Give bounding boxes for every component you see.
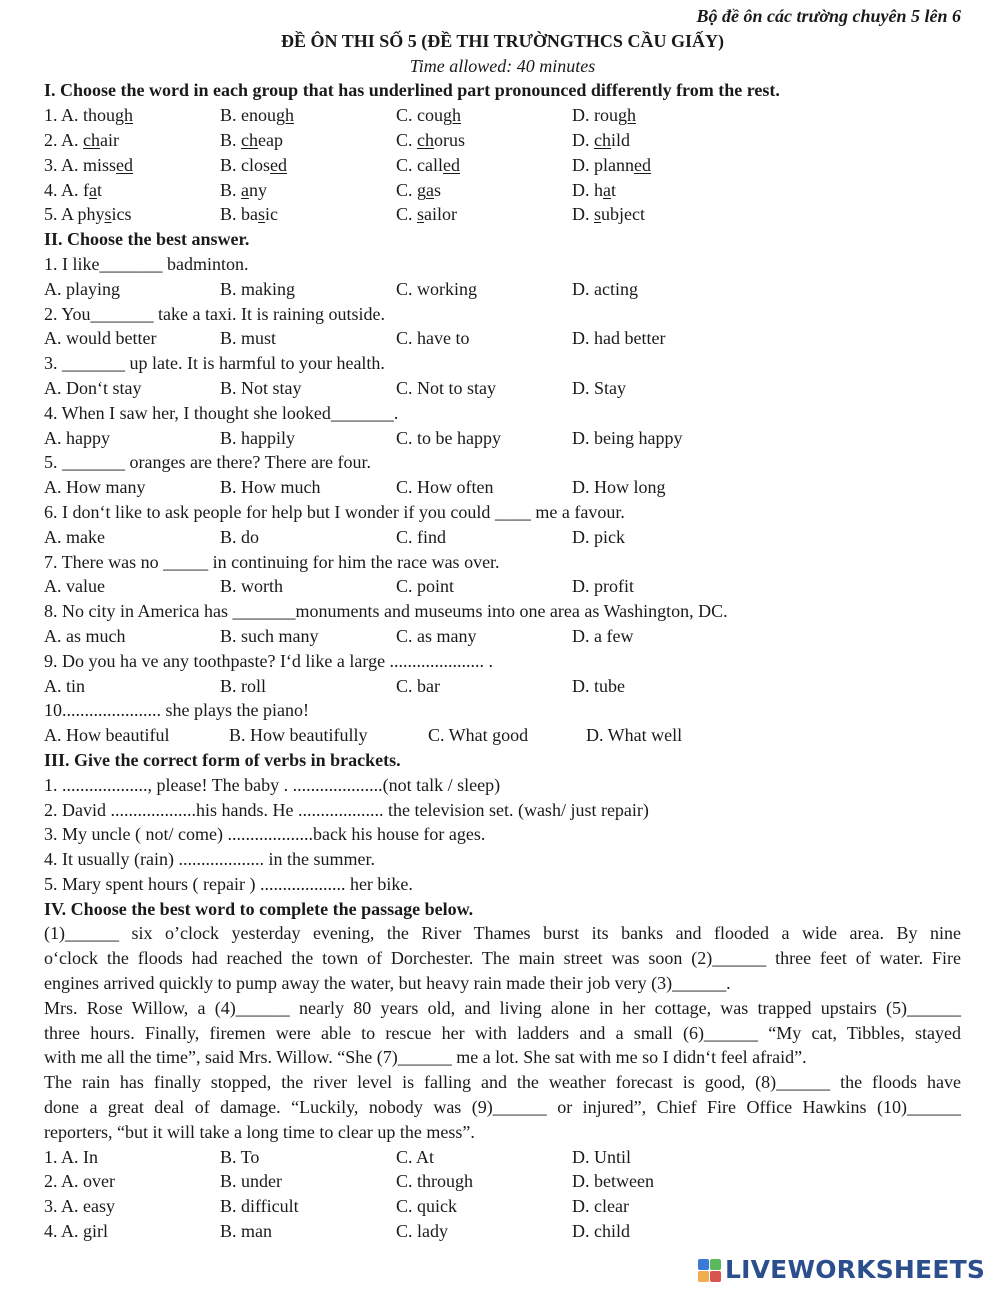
option-text: 4. A. f [44, 179, 89, 200]
answer-option[interactable]: A. How beautiful [44, 725, 170, 746]
answer-option[interactable]: A. playing [44, 278, 120, 299]
option-text: B. enou [220, 105, 276, 126]
option-text: orus [434, 129, 466, 150]
underlined-part: gh [115, 105, 134, 126]
answer-option[interactable]: B. making [220, 278, 295, 299]
answer-row-7 [44, 574, 961, 599]
underlined-part: ed [634, 154, 651, 175]
option-text: C. call [396, 154, 443, 175]
answer-option[interactable]: D. had better [572, 328, 666, 349]
answer-option[interactable]: D. child [572, 1221, 630, 1242]
answer-option[interactable]: D. between [572, 1171, 654, 1192]
option-text: ic [265, 204, 279, 225]
option [220, 178, 267, 203]
answer-row-9 [44, 674, 961, 699]
option-text: B. [220, 129, 242, 150]
pronunciation-row [44, 153, 961, 178]
logo-square-red [710, 1271, 721, 1282]
answer-row-6 [44, 525, 961, 550]
option [572, 103, 636, 128]
answer-option[interactable]: 3. A. easy [44, 1196, 115, 1217]
option-text: B. ba [220, 204, 258, 225]
underlined-part: ed [116, 154, 134, 175]
option [396, 153, 460, 178]
underlined-part: ch [83, 129, 101, 150]
option-text: 3. A. miss [44, 154, 117, 175]
answer-option[interactable]: 4. A. girl [44, 1221, 109, 1242]
option-text: C. [396, 204, 418, 225]
underlined-part: a [603, 179, 611, 200]
option-text: t [611, 179, 617, 200]
section-2-heading: II. Choose the best answer. [44, 229, 250, 250]
answer-option[interactable]: C. Not to stay [396, 377, 497, 398]
answer-option[interactable]: D. clear [572, 1196, 629, 1217]
answer-option[interactable]: D. How long [572, 477, 666, 498]
verb-question: 3. My uncle ( not/ come) ...................back his house for ages. [44, 824, 486, 845]
answer-option[interactable]: C. point [396, 576, 455, 597]
answer-option[interactable]: C. have to [396, 328, 470, 349]
underlined-part: gh [276, 105, 294, 126]
answer-option[interactable]: C. quick [396, 1196, 457, 1217]
answer-option[interactable]: B. How beautifully [229, 725, 368, 746]
answer-option[interactable]: D. pick [572, 526, 625, 547]
underlined-part: ch [417, 129, 435, 150]
option [572, 202, 645, 227]
section-4-heading: IV. Choose the best word to complete the passage below. [44, 898, 474, 919]
section-2-questions [44, 252, 961, 748]
passage-line: (1)______ six o’clock yesterday evening, the River Thames burst its banks and flooded a wide area. By nine [44, 923, 961, 944]
answer-row-1 [44, 277, 961, 302]
option-text: ics [111, 204, 132, 225]
answer-option[interactable]: A. Don‘t stay [44, 377, 142, 398]
question-10: 10...................... she plays the piano! [44, 700, 309, 721]
option-text: ailor [424, 204, 458, 225]
underlined-part: ch [594, 129, 611, 150]
answer-option[interactable]: B. roll [220, 675, 267, 696]
underlined-part: s [417, 204, 425, 225]
option [396, 178, 441, 203]
question-9: 9. Do you ha ve any toothpaste? I‘d like a large ..................... . [44, 650, 494, 671]
option-text: 5. A phy [44, 204, 105, 225]
option-text: C. [396, 129, 418, 150]
option [44, 202, 132, 227]
exam-title: ĐỀ ÔN THI SỐ 5 (ĐỀ THI TRƯỜNGTHCS CẦU GIẤY) [281, 30, 724, 51]
verb-question: 5. Mary spent hours ( repair ) ................... her bike. [44, 873, 413, 894]
section-3-lines [44, 773, 961, 897]
question-3: 3. _______ up late. It is harmful to your health. [44, 353, 385, 374]
option-text: C. cou [396, 105, 443, 126]
option-text: D. [572, 204, 594, 225]
option-text: 2. A. [44, 129, 84, 150]
answer-option[interactable]: A. happy [44, 427, 110, 448]
logo-square-yellow [698, 1271, 709, 1282]
option [220, 103, 294, 128]
answer-option[interactable]: D. acting [572, 278, 638, 299]
option-text: D. [572, 129, 594, 150]
underlined-part: ed [270, 154, 288, 175]
liveworksheets-logo[interactable] [698, 1253, 985, 1287]
answer-option[interactable]: D. tube [572, 675, 625, 696]
logo-text: LIVEWORKSHEETS [725, 1254, 986, 1284]
answer-option[interactable]: B. How much [220, 477, 321, 498]
answer-option[interactable]: A. tin [44, 675, 86, 696]
passage-line: reporters, “but it will take a long time to clear up the mess”. [44, 1121, 475, 1142]
question-7: 7. There was no _____ in continuing for him the race was over. [44, 551, 500, 572]
question-5: 5. _______ oranges are there? There are four. [44, 452, 372, 473]
passage [44, 921, 961, 1144]
option-text: air [100, 129, 119, 150]
answer-option[interactable]: C. lady [396, 1221, 448, 1242]
question-1: 1. I like_______ badminton. [44, 253, 249, 274]
answer-option[interactable]: D. profit [572, 576, 634, 597]
option [396, 202, 457, 227]
answer-row-10 [44, 723, 961, 748]
logo-square-blue [698, 1259, 709, 1270]
verb-question: 2. David ...................his hands. He ................... the television set. (wash/ just repair) [44, 799, 649, 820]
question-2: 2. You_______ take a taxi. It is raining outside. [44, 303, 385, 324]
passage-answer-row [44, 1219, 961, 1244]
answer-option[interactable]: C. How often [396, 477, 494, 498]
option-text: ubject [601, 204, 645, 225]
option [44, 103, 133, 128]
option [220, 153, 287, 178]
option [572, 153, 651, 178]
option [220, 202, 278, 227]
answer-option[interactable]: B. difficult [220, 1196, 299, 1217]
passage-answer-row [44, 1145, 961, 1170]
question-4: 4. When I saw her, I thought she looked_______. [44, 402, 399, 423]
section-3-heading: III. Give the correct form of verbs in brackets. [44, 749, 401, 770]
logo-square-green [710, 1259, 721, 1270]
option-text: D. h [572, 179, 603, 200]
answer-option[interactable]: C. working [396, 278, 477, 299]
answer-option[interactable]: C. through [396, 1171, 474, 1192]
pronunciation-row [44, 202, 961, 227]
answer-row-3 [44, 376, 961, 401]
liveworksheets-logo-icon [698, 1259, 721, 1282]
answer-option[interactable]: A. value [44, 576, 105, 597]
answer-option[interactable]: 1. A. In [44, 1146, 98, 1167]
answer-row-5 [44, 475, 961, 500]
underlined-part: ed [443, 154, 460, 175]
question-8: 8. No city in America has _______monuments and museums into one area as Washington, DC. [44, 601, 728, 622]
passage-line: The rain has finally stopped, the river level is falling and the weather forecast is good, (8)______ the floods have [44, 1072, 961, 1093]
answer-option[interactable]: C. to be happy [396, 427, 501, 448]
answer-row-8 [44, 624, 961, 649]
answer-option[interactable]: B. must [220, 328, 277, 349]
passage-answer-row [44, 1194, 961, 1219]
answer-option[interactable]: B. man [220, 1221, 272, 1242]
option [572, 178, 616, 203]
answer-option[interactable]: A. How many [44, 477, 146, 498]
answer-option[interactable]: C. At [396, 1146, 435, 1167]
option-text: D. rou [572, 105, 618, 126]
underlined-part: a [89, 179, 97, 200]
option-text: t [97, 179, 103, 200]
option-text: C. g [396, 179, 427, 200]
passage-line: with me all the time”, said Mrs. Willow. “She (7)______ me a lot. She sat with me so I didn‘t feel afraid”. [44, 1047, 807, 1068]
underlined-part: gh [618, 105, 636, 126]
passage-answers [44, 1145, 961, 1244]
section-1-heading: I. Choose the word in each group that has underlined part pronounced differently from the rest. [44, 80, 780, 101]
answer-row-2 [44, 326, 961, 351]
answer-option[interactable]: 2. A. over [44, 1171, 115, 1192]
option-text: 1. A. thou [44, 105, 116, 126]
verb-question: 1. ..................., please! The baby . ....................(not talk / sleep) [44, 774, 501, 795]
verb-question: 4. It usually (rain) ................... in the summer. [44, 849, 375, 870]
answer-option[interactable]: D. a few [572, 625, 634, 646]
passage-line: engines arrived quickly to pump away the water, but heavy rain made their job very (3)______. [44, 973, 731, 994]
answer-option[interactable]: C. What good [428, 725, 529, 746]
answer-option[interactable]: B. happily [220, 427, 295, 448]
series-header: Bộ đề ôn các trường chuyên 5 lên 6 [696, 6, 961, 26]
passage-line: o‘clock the floods had reached the town of Dorchester. The main street was soon (2)______ three feet of water. Fire [44, 948, 961, 969]
underlined-part: ch [241, 129, 259, 150]
answer-option[interactable]: D. Until [572, 1146, 632, 1167]
answer-option[interactable]: D. What well [586, 725, 683, 746]
option [572, 128, 630, 153]
option-text: B. [220, 179, 242, 200]
section-1-rows [44, 103, 961, 227]
answer-option[interactable]: C. bar [396, 675, 440, 696]
option [44, 178, 102, 203]
answer-option[interactable]: B. such many [220, 625, 319, 646]
option [44, 128, 119, 153]
option [220, 128, 283, 153]
option-text: B. clos [220, 154, 271, 175]
answer-option[interactable]: D. being happy [572, 427, 683, 448]
option [396, 103, 461, 128]
worksheet-page [44, 4, 961, 1244]
option-text: ny [249, 179, 268, 200]
passage-answer-row [44, 1169, 961, 1194]
answer-row-4 [44, 426, 961, 451]
pronunciation-row [44, 178, 961, 203]
underlined-part: a [426, 179, 435, 200]
passage-line: Mrs. Rose Willow, a (4)______ nearly 80 years old, and living alone in her cottage, was trapped upstairs (5)______ [44, 997, 961, 1018]
question-6: 6. I don‘t like to ask people for help but I wonder if you could ____ me a favour. [44, 501, 625, 522]
answer-option[interactable]: C. as many [396, 625, 477, 646]
option [44, 153, 133, 178]
answer-option[interactable]: A. would better [44, 328, 157, 349]
underlined-part: s [594, 204, 602, 225]
underlined-part: s [258, 204, 266, 225]
option-text: D. plann [572, 154, 634, 175]
answer-option[interactable]: C. find [396, 526, 447, 547]
option-text: ild [611, 129, 631, 150]
option-text: s [434, 179, 442, 200]
option-text: eap [258, 129, 283, 150]
answer-option[interactable]: A. make [44, 526, 105, 547]
answer-option[interactable]: B. worth [220, 576, 283, 597]
answer-option[interactable]: B. under [220, 1171, 282, 1192]
time-allowed: Time allowed: 40 minutes [409, 55, 596, 76]
passage-line: done a great deal of damage. “Luckily, nobody was (9)______ or injured”, Chief Fire Office Hawkins (10)______ [44, 1097, 961, 1118]
passage-line: three hours. Finally, firemen were able to rescue her with ladders and a small (6)______ “My cat, Tibbles, stayed [44, 1022, 961, 1043]
pronunciation-row [44, 103, 961, 128]
answer-option[interactable]: B. Not stay [220, 377, 302, 398]
underlined-part: s [104, 204, 112, 225]
underlined-part: gh [443, 105, 461, 126]
option [396, 128, 465, 153]
answer-option[interactable]: B. To [220, 1146, 260, 1167]
answer-option[interactable]: A. as much [44, 625, 126, 646]
underlined-part: a [241, 179, 250, 200]
pronunciation-row [44, 128, 961, 153]
answer-option[interactable]: D. Stay [572, 377, 626, 398]
answer-option[interactable]: B. do [220, 526, 260, 547]
